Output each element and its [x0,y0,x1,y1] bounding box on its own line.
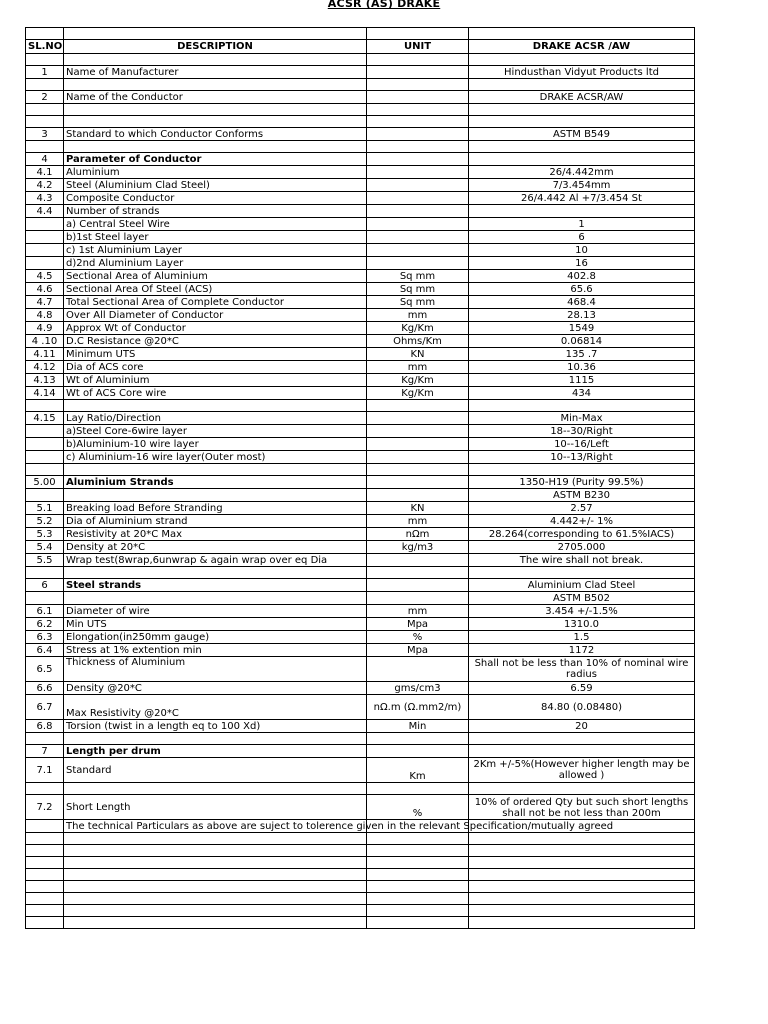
cell-value: 10% of ordered Qty but such short lengths shall not be not less than 200m [469,795,695,820]
cell-value: Aluminium Clad Steel [469,579,695,592]
spacer-row [26,400,695,412]
table-row [26,166,695,179]
spacer-row [26,54,695,66]
table-row [26,489,695,502]
cell-description: Dia of ACS core [64,361,367,374]
cell-description: Lay Ratio/Direction [64,412,367,425]
cell-slno: 6.7 [26,695,64,720]
spacer-row [26,783,695,795]
header-slno: SL.NO [26,40,64,54]
table-row [26,541,695,554]
cell-unit [367,554,469,567]
cell-unit: Mpa [367,618,469,631]
cell-description: Torsion (twist in a length eq to 100 Xd) [64,720,367,733]
spacer-row [26,104,695,116]
cell-description: Max Resistivity @20*C [64,695,367,720]
cell-unit [367,91,469,104]
cell-slno: 5.1 [26,502,64,515]
header-description: DESCRIPTION [64,40,367,54]
cell-unit: nΩ.m (Ω.mm2/m) [367,695,469,720]
cell-slno: 6.2 [26,618,64,631]
cell-slno: 5.4 [26,541,64,554]
cell-description: Parameter of Conductor [64,153,367,166]
table-row [26,179,695,192]
cell-value: 6.59 [469,682,695,695]
cell-description: Min UTS [64,618,367,631]
cell-description: Approx Wt of Conductor [64,322,367,335]
cell-description: Total Sectional Area of Complete Conductor [64,296,367,309]
cell-slno: 6.8 [26,720,64,733]
cell-unit [367,218,469,231]
cell-description: Number of strands [64,205,367,218]
cell-description: a) Central Steel Wire [64,218,367,231]
cell-description: c) 1st Aluminium Layer [64,244,367,257]
cell-description: Density @20*C [64,682,367,695]
table-row [26,412,695,425]
cell-slno: 4.7 [26,296,64,309]
table-row [26,605,695,618]
cell-value: 1310.0 [469,618,695,631]
cell-slno: 2 [26,91,64,104]
cell-slno: 4.1 [26,166,64,179]
table-row [26,476,695,489]
cell-value: 1115 [469,374,695,387]
spacer-row [26,116,695,128]
cell-slno: 3 [26,128,64,141]
cell-value: 2Km +/-5%(However higher length may be allowed ) [469,758,695,783]
cell-slno: 4.5 [26,270,64,283]
spacer-row [26,917,695,929]
cell-slno: 4.11 [26,348,64,361]
table-row [26,348,695,361]
table-row [26,657,695,682]
cell-unit: Sq mm [367,283,469,296]
table-row [26,91,695,104]
cell-unit [367,257,469,270]
table-row [26,502,695,515]
tolerance-note: The technical Particulars as above are suject to tolerence given in the relevant Specification/mutually agreed [64,820,367,833]
cell-unit: mm [367,605,469,618]
spacer-row [26,881,695,893]
cell-description: Wt of ACS Core wire [64,387,367,400]
cell-slno: 1 [26,66,64,79]
cell-description: Steel (Aluminium Clad Steel) [64,179,367,192]
table-row [26,257,695,270]
cell-value: 16 [469,257,695,270]
cell-slno: 5.2 [26,515,64,528]
cell-unit: kg/m3 [367,541,469,554]
spacer-row [26,905,695,917]
cell-value: 135 .7 [469,348,695,361]
header-value: DRAKE ACSR /AW [469,40,695,54]
cell-unit [367,476,469,489]
table-top-spacer [26,28,695,40]
cell-value [469,205,695,218]
cell-slno: 4.4 [26,205,64,218]
table-row [26,554,695,567]
cell-slno: 4.2 [26,179,64,192]
cell-description: Short Length [64,795,367,820]
cell-value: 1172 [469,644,695,657]
cell-value: 468.4 [469,296,695,309]
cell-slno [26,592,64,605]
cell-description: Diameter of wire [64,605,367,618]
cell-description: Sectional Area Of Steel (ACS) [64,283,367,296]
cell-value: 28.264(corresponding to 61.5%IACS) [469,528,695,541]
cell-unit: mm [367,309,469,322]
cell-slno: 7.2 [26,795,64,820]
cell-unit [367,128,469,141]
cell-value: 28.13 [469,309,695,322]
cell-description [64,489,367,502]
cell-description: Dia of Aluminium strand [64,515,367,528]
cell-unit: mm [367,361,469,374]
cell-unit: Mpa [367,644,469,657]
cell-slno: 6.3 [26,631,64,644]
table-row [26,153,695,166]
table-header-row [26,40,695,54]
cell-slno: 4.14 [26,387,64,400]
cell-unit [367,244,469,257]
cell-unit [367,438,469,451]
cell-value: ASTM B230 [469,489,695,502]
table-row [26,592,695,605]
table-row [26,795,695,820]
cell-unit [367,179,469,192]
cell-description: b)1st Steel layer [64,231,367,244]
spacer-row [26,141,695,153]
cell-description: Name of Manufacturer [64,66,367,79]
table-row [26,205,695,218]
cell-value [469,153,695,166]
table-row [26,758,695,783]
cell-value: 3.454 +/-1.5% [469,605,695,618]
cell-value: 20 [469,720,695,733]
cell-slno [26,218,64,231]
cell-unit: % [367,795,469,820]
cell-slno: 6.5 [26,657,64,682]
cell-slno: 7.1 [26,758,64,783]
cell-slno: 5.5 [26,554,64,567]
cell-unit: gms/cm3 [367,682,469,695]
spacer-row [26,845,695,857]
cell-slno: 4.3 [26,192,64,205]
cell-value: 1 [469,218,695,231]
table-row [26,374,695,387]
cell-value: 18--30/Right [469,425,695,438]
cell-value: 1350-H19 (Purity 99.5%) [469,476,695,489]
table-row [26,644,695,657]
cell-value: 1549 [469,322,695,335]
cell-slno [26,438,64,451]
table-row [26,528,695,541]
cell-value: The wire shall not break. [469,554,695,567]
cell-slno: 4.8 [26,309,64,322]
cell-description: Stress at 1% extention min [64,644,367,657]
cell-description: D.C Resistance @20*C [64,335,367,348]
cell-slno: 4.6 [26,283,64,296]
table-row [26,695,695,720]
cell-description: d)2nd Aluminium Layer [64,257,367,270]
specification-table [25,27,695,929]
cell-value: 26/4.442mm [469,166,695,179]
cell-slno: 6.1 [26,605,64,618]
cell-slno [26,425,64,438]
cell-slno: 4.12 [26,361,64,374]
cell-value: 2.57 [469,502,695,515]
document-title: ACSR (AS) DRAKE [327,0,441,10]
cell-description: b)Aluminium-10 wire layer [64,438,367,451]
cell-unit: Sq mm [367,270,469,283]
table-row [26,270,695,283]
cell-slno: 5.00 [26,476,64,489]
cell-value: 6 [469,231,695,244]
cell-slno: 4.9 [26,322,64,335]
cell-value: 434 [469,387,695,400]
table-row [26,618,695,631]
cell-unit [367,192,469,205]
header-unit: UNIT [367,40,469,54]
cell-description: Aluminium Strands [64,476,367,489]
cell-unit [367,451,469,464]
table-row [26,335,695,348]
cell-description: c) Aluminium-16 wire layer(Outer most) [64,451,367,464]
cell-slno: 7 [26,745,64,758]
cell-unit: Kg/Km [367,374,469,387]
cell-unit: Ohms/Km [367,335,469,348]
table-row [26,425,695,438]
cell-value: Hindusthan Vidyut Products ltd [469,66,695,79]
cell-value: ASTM B549 [469,128,695,141]
cell-unit: Kg/Km [367,322,469,335]
cell-unit [367,66,469,79]
cell-unit: % [367,631,469,644]
cell-value: 65.6 [469,283,695,296]
cell-unit: KN [367,348,469,361]
cell-description: Density at 20*C [64,541,367,554]
cell-unit: Sq mm [367,296,469,309]
table-row [26,128,695,141]
table-row [26,322,695,335]
cell-unit: KN [367,502,469,515]
table-row [26,192,695,205]
cell-value: 4.442+/- 1% [469,515,695,528]
cell-value: 10--16/Left [469,438,695,451]
spacer-row [26,857,695,869]
cell-slno [26,489,64,502]
table-row [26,218,695,231]
cell-unit [367,579,469,592]
cell-value: 7/3.454mm [469,179,695,192]
cell-slno [26,231,64,244]
cell-description: Elongation(in250mm gauge) [64,631,367,644]
table-row [26,66,695,79]
cell-description: Wrap test(8wrap,6unwrap & again wrap over eq Dia [64,554,367,567]
table-row [26,745,695,758]
table-row [26,309,695,322]
table-row [26,515,695,528]
cell-value: ASTM B502 [469,592,695,605]
cell-description: Resistivity at 20*C Max [64,528,367,541]
cell-unit: mm [367,515,469,528]
cell-description: Length per drum [64,745,367,758]
table-row [26,387,695,400]
table-row [26,296,695,309]
cell-unit [367,745,469,758]
cell-description: Minimum UTS [64,348,367,361]
table-row [26,438,695,451]
cell-description: Over All Diameter of Conductor [64,309,367,322]
cell-value: 10.36 [469,361,695,374]
cell-value: 402.8 [469,270,695,283]
cell-description: Name of the Conductor [64,91,367,104]
cell-unit [367,489,469,502]
cell-unit [367,657,469,682]
cell-value: Min-Max [469,412,695,425]
table-row [26,682,695,695]
cell-value: 10--13/Right [469,451,695,464]
cell-description: Wt of Aluminium [64,374,367,387]
cell-unit [367,412,469,425]
spacer-row [26,733,695,745]
cell-value: Shall not be less than 10% of nominal wire radius [469,657,695,682]
cell-value: DRAKE ACSR/AW [469,91,695,104]
cell-slno: 6 [26,579,64,592]
cell-description: Standard [64,758,367,783]
cell-unit [367,592,469,605]
table-row [26,720,695,733]
cell-slno [26,244,64,257]
cell-description: Steel strands [64,579,367,592]
note-row [26,820,695,833]
cell-slno: 4.15 [26,412,64,425]
cell-value [469,745,695,758]
table-row [26,283,695,296]
cell-description: Breaking load Before Stranding [64,502,367,515]
spacer-row [26,567,695,579]
cell-value: 2705.000 [469,541,695,554]
cell-value: 26/4.442 Al +7/3.454 St [469,192,695,205]
spacer-row [26,869,695,881]
cell-unit: nΩm [367,528,469,541]
spacer-row [26,893,695,905]
cell-description: a)Steel Core-6wire layer [64,425,367,438]
table-row [26,451,695,464]
spacer-row [26,79,695,91]
table-row [26,361,695,374]
cell-slno: 4 [26,153,64,166]
cell-description: Standard to which Conductor Conforms [64,128,367,141]
cell-unit: Min [367,720,469,733]
cell-unit [367,166,469,179]
cell-slno: 6.6 [26,682,64,695]
cell-value: 1.5 [469,631,695,644]
cell-unit: Km [367,758,469,783]
cell-description [64,592,367,605]
cell-slno: 5.3 [26,528,64,541]
cell-value: 10 [469,244,695,257]
cell-description: Aluminium [64,166,367,179]
table-row [26,244,695,257]
cell-slno [26,451,64,464]
cell-slno: 4 .10 [26,335,64,348]
cell-slno [26,257,64,270]
table-row [26,579,695,592]
cell-unit [367,425,469,438]
cell-description: Sectional Area of Aluminium [64,270,367,283]
cell-slno: 4.13 [26,374,64,387]
cell-description: Thickness of Aluminium [64,657,367,682]
table-row [26,231,695,244]
spacer-row [26,464,695,476]
cell-unit [367,205,469,218]
table-row [26,631,695,644]
cell-value: 84.80 (0.08480) [469,695,695,720]
cell-slno: 6.4 [26,644,64,657]
cell-description: Composite Conductor [64,192,367,205]
cell-unit: Kg/Km [367,387,469,400]
cell-unit [367,231,469,244]
spacer-row [26,833,695,845]
cell-unit [367,153,469,166]
cell-value: 0.06814 [469,335,695,348]
